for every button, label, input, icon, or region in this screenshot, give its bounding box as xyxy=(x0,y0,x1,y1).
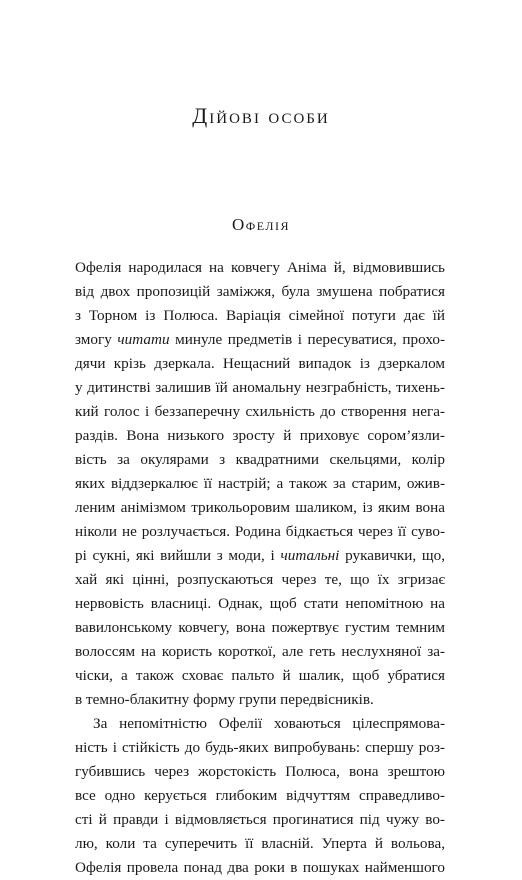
text-line: хай які цінні, розпускаються через те, що їх згризає xyxy=(75,571,445,588)
text-line: вавилонському ковчегу, вона пожертвує густим темним xyxy=(75,619,445,636)
text-fragment: рукавички, що, xyxy=(339,547,445,564)
text-line: дячи крізь дзеркала. Нещасний випадок із дзеркалом xyxy=(75,355,445,372)
italic-term: читальні xyxy=(280,547,340,564)
text-line: нервовість власниці. Однак, щоб стати непомітною на xyxy=(75,595,445,612)
text-line: За непомітністю Офелії ховаються цілеспрямова- xyxy=(93,715,445,732)
paragraph-1 xyxy=(75,256,445,712)
text-line: ність і стійкість до будь-яких випробувань: спершу роз- xyxy=(75,739,445,756)
text-line: вість за окулярами з квадратними скельцями, колір xyxy=(75,451,445,468)
text-fragment: минуле предметів і пересуватися, прохо- xyxy=(169,331,445,348)
text-line: лю, коли та суперечить її власній. Уперта й вольова, xyxy=(75,835,445,852)
text-line: ніколи не розлучається. Родина бідкається через її суво- xyxy=(75,523,445,540)
italic-term: читати xyxy=(117,331,170,348)
text-line: леним анімізмом трикольоровим шаликом, із яким вона xyxy=(75,499,445,516)
section-title: Дійові особи xyxy=(192,103,330,128)
text-line: яких віддзеркалює її настрій; а також за старим, ожив- xyxy=(75,475,445,492)
text-fragment: змогу xyxy=(75,331,118,348)
text-line: все одно керується глибоким відчуттям справедливо- xyxy=(75,787,445,804)
character-name: Офелія xyxy=(231,215,291,234)
text-line: Офелія народилася на ковчегу Аніма й, відмовившись xyxy=(75,259,445,276)
text-line: волоссям на користь короткої, але геть неслухняної за- xyxy=(75,643,445,660)
text-line: Офелія провела понад два роки в пошуках найменшого xyxy=(75,859,445,876)
text-line: в темно-блакитну форму групи передвісників. xyxy=(75,691,374,708)
text-line: у дитинстві залишив їй аномальну незграбність, тихень- xyxy=(75,379,445,396)
paragraph-2 xyxy=(75,712,445,880)
text-line xyxy=(75,328,445,352)
character-description xyxy=(75,256,445,880)
text-line: раздів. Вона низького зросту й приховує сором’язли- xyxy=(75,427,445,444)
text-line: губившись через жорстокість Полюса, вона зрештою xyxy=(75,763,445,780)
text-line: від двох пропозицій заміжжя, була змушена побратися xyxy=(75,283,445,300)
text-fragment: рі сукні, які вийшли з моди, і xyxy=(75,547,281,564)
text-line: сті й правди і відмовляється прогинатися під чужу во- xyxy=(75,811,445,828)
text-line xyxy=(75,544,445,568)
text-line: кий голос і беззаперечну схильність до створення нега- xyxy=(75,403,445,420)
text-line: чіски, а також сховає пальто й шалик, щоб убратися xyxy=(75,667,445,684)
text-line: з Торном із Полюса. Варіація сімейної потуги дає їй xyxy=(75,307,445,324)
